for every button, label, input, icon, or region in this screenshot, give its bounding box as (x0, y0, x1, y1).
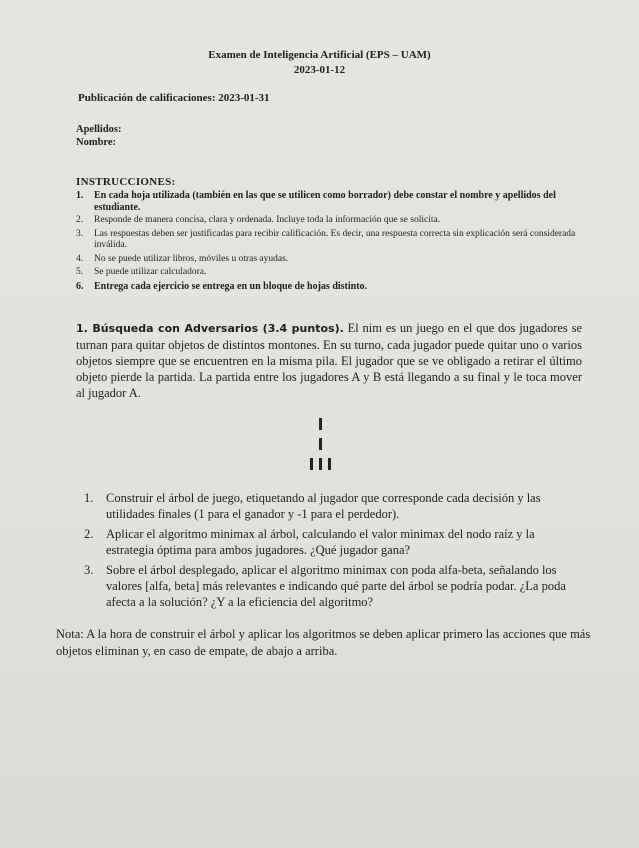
task-item: 3. Sobre el árbol desplegado, aplicar el algoritmo minimax con poda alfa-beta, señalando los valores [alfa, beta] más relevantes e indicando qué parte del árbol se podría podar. ¿La poda afecta a la solución? ¿Y a la eficiencia del algoritmo? (84, 563, 566, 609)
nim-object (328, 458, 331, 470)
instruction-item: 5. Se puede utilizar calculadora. (76, 267, 207, 277)
instructions-list (76, 190, 576, 294)
note-paragraph: Nota: A la hora de construir el árbol y aplicar los algoritmos se deben aplicar primero las acciones que más objetos eliminan y, en caso de empate, de abajo a arriba. (56, 627, 591, 658)
nim-piles-figure (300, 418, 350, 478)
task-item: 2. Aplicar el algoritmo minimax al árbol, calculando el valor minimax del nodo raíz y la estrategia óptima para ambos jugadores. ¿Qué jugador gana? (84, 527, 535, 557)
nim-object (319, 458, 322, 470)
exercise-1-body: El nim es un juego en el que dos jugadores se turnan para quitar objetos de distintos montones. En su turno, cada jugador puede quitar uno o varios objetos siempre que se encuentren en la misma pila. El jugador que se ve obligado a retirar el último objeto pierde la partida. La partida entre los jugadores A y B está llegando a su final y le toca mover al jugador A. (76, 321, 582, 400)
exercise-1-tasks (84, 490, 584, 614)
exercise-1-statement (76, 320, 582, 401)
apellidos-field: Apellidos: (76, 124, 122, 135)
nim-object (319, 438, 322, 450)
publication-date: Publicación de calificaciones: 2023-01-31 (78, 92, 270, 104)
nim-object (319, 418, 322, 430)
instruction-item: 6. Entrega cada ejercicio se entrega en un bloque de hojas distinto. (76, 280, 368, 292)
exam-date: 2023-01-12 (293, 64, 346, 76)
exercise-1-title: 1. Búsqueda con Adversarios (3.4 puntos). (76, 322, 344, 335)
instruction-item: 2. Responde de manera concisa, clara y ordenada. Incluye toda la información que se solicita. (76, 215, 441, 225)
instruction-item: 3. Las respuestas deben ser justificadas para recibir calificación. Es decir, una respuesta correcta sin explicación será considerada inválida. (76, 228, 576, 250)
instruction-item: 1. En cada hoja utilizada (también en las que se utilicen como borrador) debe constar el nombre y apellidos del estudiante. (76, 190, 556, 213)
nim-object (310, 458, 313, 470)
task-item: 1. Construir el árbol de juego, etiquetando al jugador que corresponde cada decisión y las utilidades finales (1 para el ganador y -1 para el perdedor). (84, 491, 541, 521)
instruction-item: 4. No se puede utilizar libros, móviles u otras ayudas. (76, 253, 289, 264)
exam-title: Examen de Inteligencia Artificial (EPS – UAM) (208, 49, 431, 61)
instructions-title: INSTRUCCIONES: (76, 176, 176, 188)
nombre-field: Nombre: (76, 137, 117, 148)
exam-header (0, 48, 639, 78)
